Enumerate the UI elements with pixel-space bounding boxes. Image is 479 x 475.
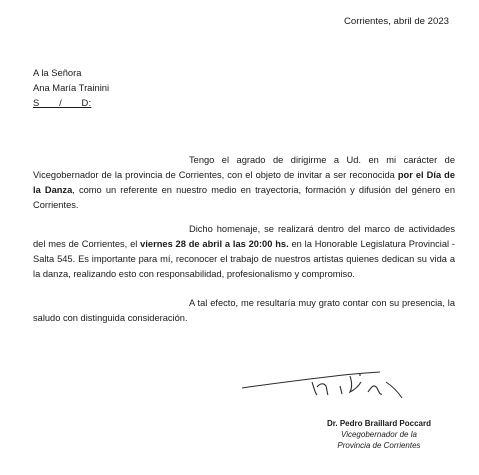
p1-text-1: Tengo el agrado de dirigirme a Ud. en mi carácter de Vicegobernador de la provincia de Corrientes, con el objeto de invitar a ser reconocida xyxy=(33,155,455,180)
paragraph-closing xyxy=(33,296,455,326)
signer-title-line2: Provincia de Corrientes xyxy=(337,441,421,451)
signer-title-line1: Vicegobernador de la xyxy=(341,430,417,440)
signer-block xyxy=(327,418,431,452)
recipient-block xyxy=(33,66,109,110)
p1-text-2: , como un referente en nuestro medio en trayectoria, formación y difusión del género en Corrientes. xyxy=(33,184,455,210)
paragraph-invitation xyxy=(33,153,455,213)
recipient-salutation: A la Señora xyxy=(33,67,82,78)
date-line: Corrientes, abril de 2023 xyxy=(343,16,449,27)
p3-text-1: A tal efecto, me resultaría muy grato contar con su presencia, la saludo con distinguida consideración. xyxy=(33,298,455,323)
p1-bold-1: por el Día de la Danza xyxy=(33,169,455,195)
p2-bold-1: viernes 28 de abril a las 20:00 hs. xyxy=(140,238,289,249)
paragraph-event-details xyxy=(33,222,455,282)
recipient-name: Ana María Trainini xyxy=(33,81,110,93)
recipient-sd: S / D: xyxy=(33,96,92,108)
signer-name: Dr. Pedro Braillard Poccard xyxy=(326,419,431,428)
p2-text-2: en la Honorable Legislatura Provincial - Salta 545. Es importante para mí, reconocer el trabajo de nuestros artistas quienes dedican su vida a la danza, realizando esto con responsabilidad, profesionalismo y compromiso. xyxy=(33,238,455,279)
handwritten-signature xyxy=(240,362,425,402)
p2-text-1: Dicho homenaje, se realizará dentro del marco de actividades del mes de Corrientes, el xyxy=(33,224,455,249)
